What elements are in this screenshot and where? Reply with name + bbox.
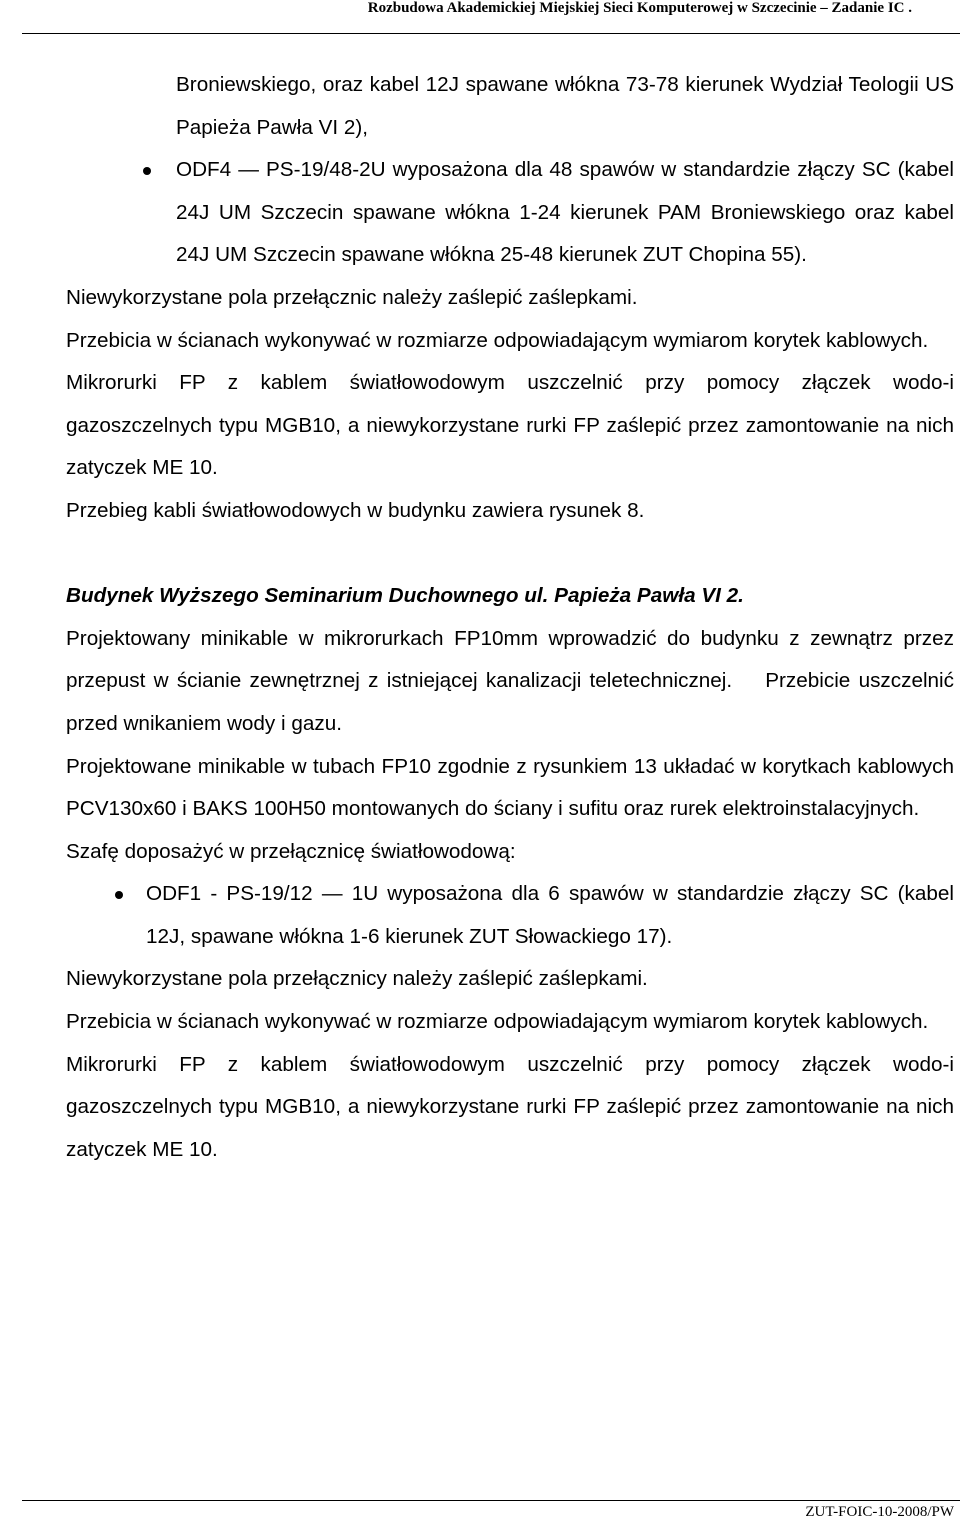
document-body [66, 64, 960, 1171]
paragraph: Przebicia w ścianach wykonywać w rozmiarze odpowiadającym wymiarom korytek kablowych. [66, 1010, 929, 1034]
bullet-list-odf1 [66, 873, 954, 958]
list-item [66, 873, 954, 958]
continued-list-item: Broniewskiego, oraz kabel 12J spawane włókna 73-78 kierunek Wydział Teologii US Papieża Pawła VI 2), [176, 73, 954, 139]
paragraph: Niewykorzystane pola przełącznicy należy zaślepić zaślepkami. [66, 967, 648, 991]
list-item [66, 149, 954, 277]
paragraph: Szafę doposażyć w przełącznicę światłowodową: [66, 839, 516, 863]
paragraph: Projektowany minikable w mikrorurkach FP10mm wprowadzić do budynku z zewnątrz przez przepust w ścianie zewnętrznej z istniejącej kanalizacji teletechnicznej. Przebicie uszczelnić przed wnikaniem wody i gazu. [66, 626, 960, 735]
page-header: Rozbudowa Akademickiej Miejskiej Sieci Komputerowej w Szczecinie – Zadanie IC . [367, 0, 912, 16]
bullet-icon [143, 167, 151, 175]
blank-line [66, 533, 954, 576]
paragraph: Mikrorurki FP z kablem światłowodowym uszczelnić przy pomocy złączek wodo-i gazoszczelnych typu MGB10, a niewykorzystane rurki FP zaślepić przez zamontowanie na nich zatyczek ME 10. [66, 371, 954, 480]
list-item-text: ODF1 - PS-19/12 — 1U wyposażona dla 6 spawów w standardzie złączy SC (kabel 12J, spawane włókna 1-6 kierunek ZUT Słowackiego 17). [146, 882, 954, 948]
section-heading: Budynek Wyższego Seminarium Duchownego ul. Papieża Pawła VI 2. [66, 584, 744, 608]
paragraph: Mikrorurki FP z kablem światłowodowym uszczelnić przy pomocy złączek wodo-i gazoszczelnych typu MGB10, a niewykorzystane rurki FP zaślepić przez zamontowanie na nich zatyczek ME 10. [66, 1052, 954, 1161]
bullet-icon [115, 891, 123, 899]
footer-divider [22, 1500, 960, 1501]
bullet-list-odf4 [66, 149, 954, 277]
list-item-text: ODF4 — PS-19/48-2U wyposażona dla 48 spawów w standardzie złączy SC (kabel 24J UM Szczecin spawane włókna 1-24 kierunek PAM Broniewskiego oraz kabel 24J UM Szczecin spawane włókna 25-48 kierunek ZUT Chopina 55). [176, 158, 954, 267]
header-divider [22, 33, 960, 34]
paragraph: Projektowane minikable w tubach FP10 zgodnie z rysunkiem 13 układać w korytkach kablowych PCV130x60 i BAKS 100H50 montowanych do ściany i sufitu oraz rurek elektroinstalacyjnych. [66, 754, 954, 821]
page-footer: ZUT-FOIC-10-2008/PW [805, 1504, 954, 1520]
paragraph: Niewykorzystane pola przełącznic należy zaślepić zaślepkami. [66, 285, 638, 309]
paragraph: Przebieg kabli światłowodowych w budynku zawiera rysunek 8. [66, 498, 645, 522]
paragraph: Przebicia w ścianach wykonywać w rozmiarze odpowiadającym wymiarom korytek kablowych. [66, 328, 929, 352]
